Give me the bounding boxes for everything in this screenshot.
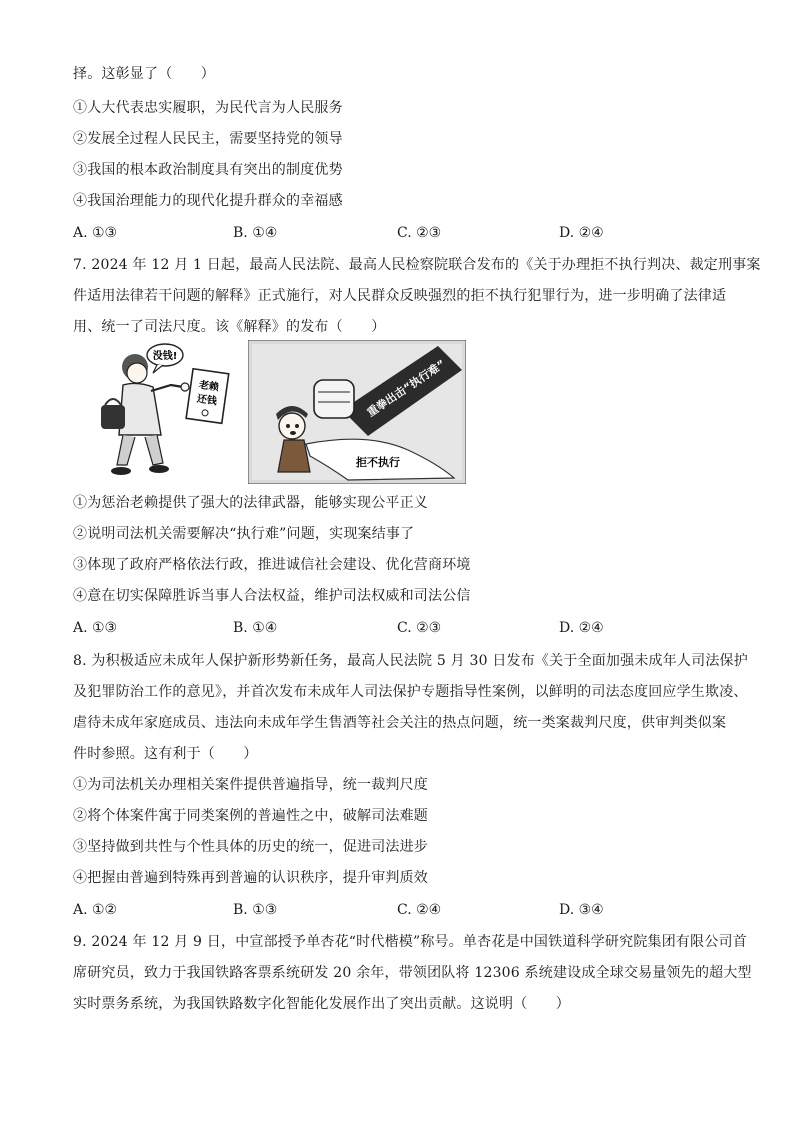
q7-stem-line-2: 件适用法律若干问题的解释》正式施行，对人民群众反映强烈的拒不执行犯罪行为，进一步明确了法律适	[73, 288, 727, 304]
q6-statement-4: ④我国治理能力的现代化提升群众的幸福感	[73, 193, 343, 209]
cloak-label: 拒不执行	[356, 456, 400, 469]
q7-statement-4: ④意在切实保障胜诉当事人合法权益，维护司法权威和司法公信	[73, 588, 471, 604]
q6-statement-2: ②发展全过程人民民主，需要坚持党的领导	[73, 131, 343, 147]
q7-stem-line-3: 用、统一了司法尺度。该《解释》的发布（ ）	[73, 319, 386, 335]
q7-statement-2: ②说明司法机关需要解决“执行难”问题，实现案结事了	[73, 526, 415, 542]
sign-line-2: 还钱	[196, 393, 218, 408]
q8-option-c: C. ②④	[397, 902, 442, 918]
repay-sign	[186, 369, 229, 424]
q8-statement-4: ④把握由普遍到特殊再到普遍的认识秩序，提升审判质效	[73, 870, 428, 886]
cartoon-enforcement-fist	[248, 340, 466, 484]
speech-bubble-text: 没钱!	[152, 351, 178, 362]
sign-line-1: 老赖	[198, 379, 220, 394]
fist-banner-text: 重拳出击“执行难”	[364, 357, 448, 420]
q7-statement-3: ③体现了政府严格依法行政，推进诚信社会建设、优化营商环境	[73, 557, 471, 573]
man-head-shape	[279, 413, 305, 439]
q9-stem-line-2: 席研究员，致力于我国铁路客票系统研发 20 余年，带领团队将 12306 系统建设成全球交易量领先的超大型	[73, 965, 752, 981]
q8-option-b: B. ①③	[233, 902, 278, 918]
q8-stem-line-4: 件时参照。这有利于（ ）	[73, 746, 258, 762]
man-body-shape	[278, 440, 310, 472]
q9-stem-line-3: 实时票务系统，为我国铁路数字化智能化发展作出了突出贡献。这说明（ ）	[73, 996, 570, 1012]
q8-statement-3: ③坚持做到共性与个性具体的历史的统一，促进司法进步	[73, 839, 428, 855]
q8-statement-2: ②将个体案件寓于同类案例的普遍性之中，破解司法难题	[73, 808, 428, 824]
q7-option-c: C. ②③	[397, 620, 442, 636]
q6-option-c: C. ②③	[397, 225, 442, 241]
q7-stem-line-1: 7. 2024 年 12 月 1 日起，最高人民法院、最高人民检察院联合发布的《关于办理拒不执行判决、裁定刑事案	[73, 257, 761, 273]
q8-statement-1: ①为司法机关办理相关案件提供普遍指导，统一裁判尺度	[73, 777, 428, 793]
q7-option-a: A. ①③	[73, 620, 118, 636]
q6-option-b: B. ①④	[233, 225, 278, 241]
cartoon-deadbeat-debtor	[73, 343, 233, 483]
q6-statement-3: ③我国的根本政治制度具有突出的制度优势	[73, 162, 343, 178]
q8-stem-line-1: 8. 为积极适应未成年人保护新形势新任务，最高人民法院 5 月 30 日发布《关于全面加强未成年人司法保护	[73, 653, 748, 669]
q7-option-b: B. ①④	[233, 620, 278, 636]
q6-option-a: A. ①③	[73, 225, 118, 241]
q9-stem-line-1: 9. 2024 年 12 月 9 日，中宣部授予单杏花“时代楷模”称号。单杏花是中国铁道科学研究院集团有限公司首	[73, 934, 747, 950]
handbag-shape	[101, 405, 125, 429]
q6-stem-tail: 择。这彰显了（ ）	[73, 66, 215, 82]
q7-statement-1: ①为惩治老赖提供了强大的法律武器，能够实现公平正义	[73, 495, 428, 511]
q8-stem-line-2: 及犯罪防治工作的意见》，并首次发布未成年人司法保护专题指导性案例，以鲜明的司法态度回应学生欺凌、	[73, 684, 748, 700]
q8-option-a: A. ①②	[73, 902, 118, 918]
q6-option-d: D. ②④	[559, 225, 604, 241]
q7-option-d: D. ②④	[559, 620, 604, 636]
q6-statement-1: ①人大代表忠实履职，为民代言为人民服务	[73, 100, 343, 116]
fist-shape	[314, 380, 354, 418]
q8-option-d: D. ③④	[559, 902, 604, 918]
q8-stem-line-3: 虐待未成年家庭成员、违法向未成年学生售酒等社会关注的热点问题，统一类案裁判尺度，供审判类似案	[73, 715, 727, 731]
